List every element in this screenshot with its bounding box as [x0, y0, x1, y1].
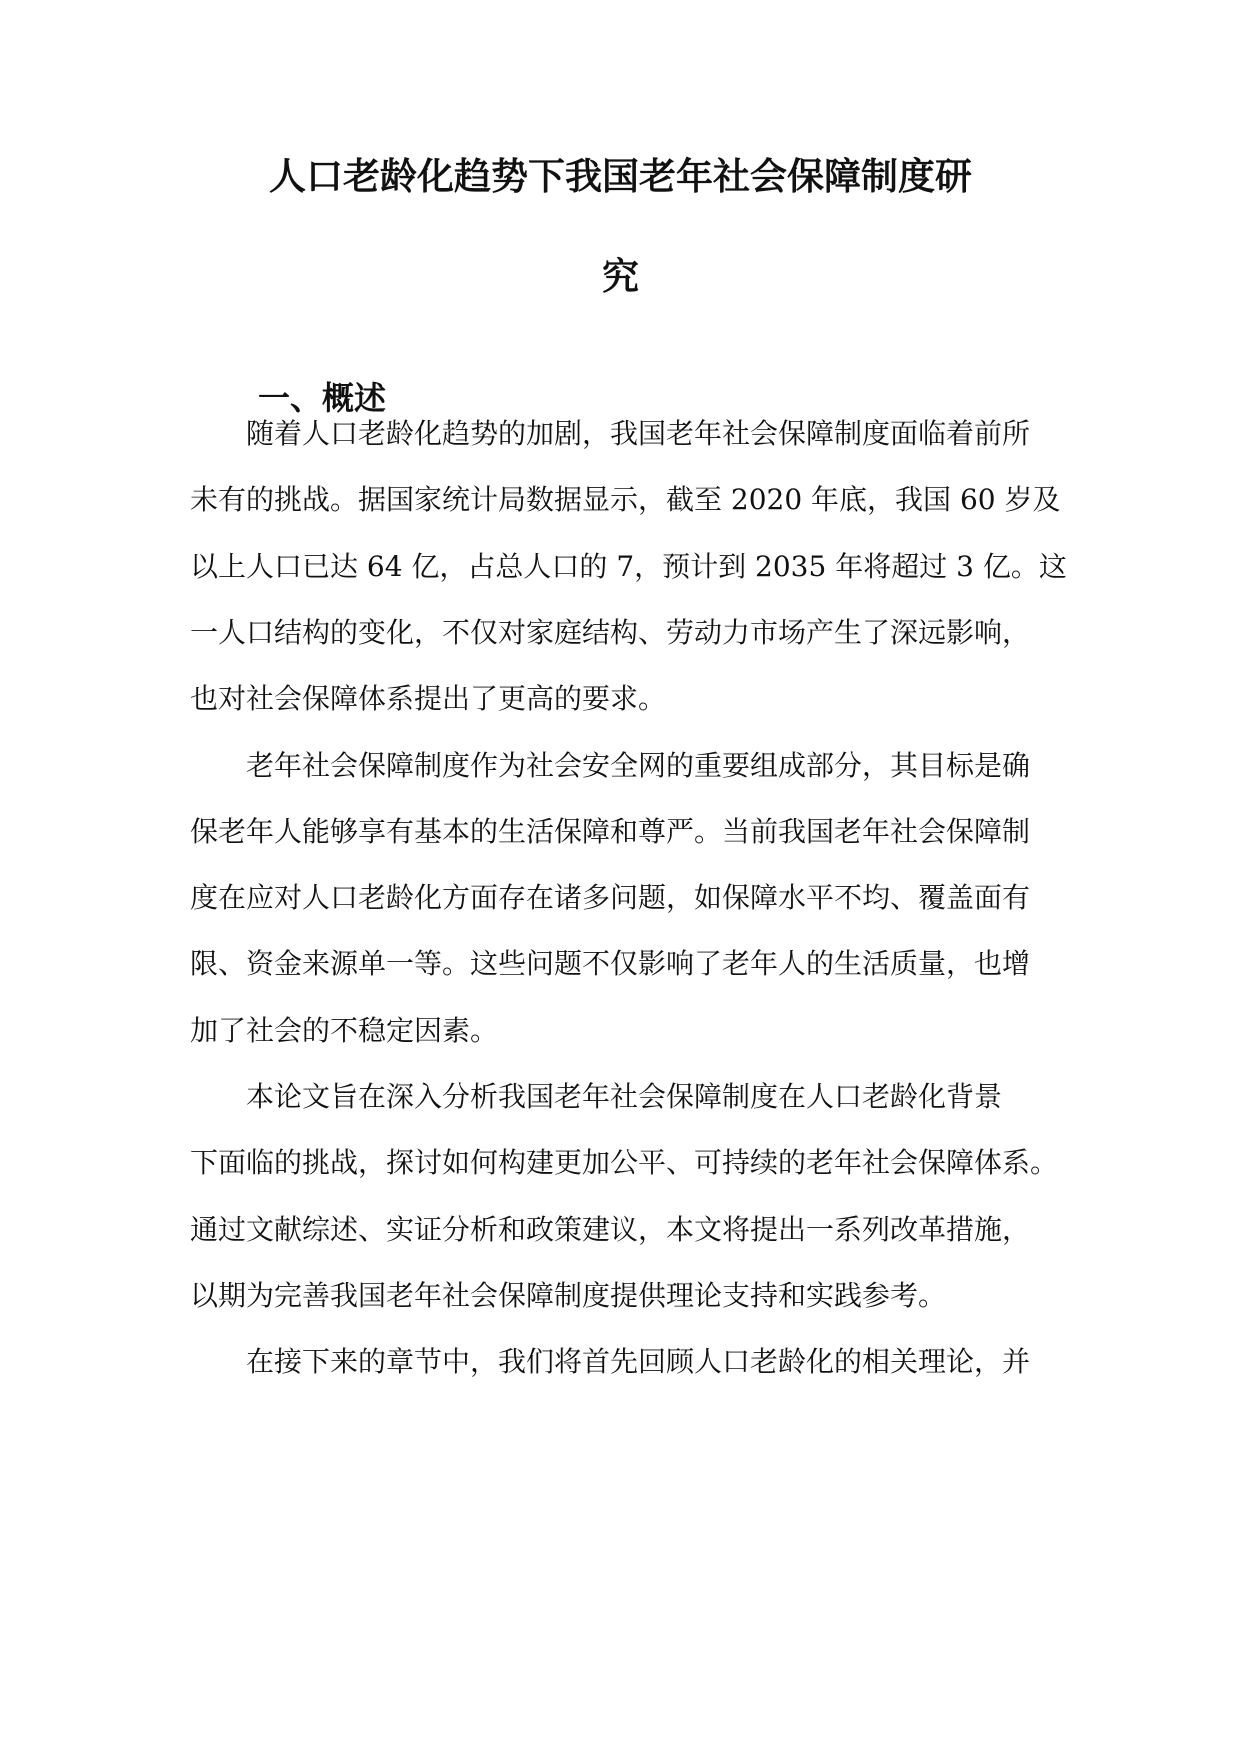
paragraph-line: 加了社会的不稳定因素。	[190, 1014, 499, 1047]
paragraph-line: 下面临的挑战，探讨如何构建更加公平、可持续的老年社会保障体系。	[190, 1146, 1059, 1179]
paragraph-line: 以上人口已达 64 亿，占总人口的 7，预计到 2035 年将超过 3 亿。这	[190, 550, 1067, 583]
paragraph-line: 以期为完善我国老年社会保障制度提供理论支持和实践参考。	[190, 1279, 947, 1312]
paragraph-line: 随着人口老龄化趋势的加剧，我国老年社会保障制度面临着前所	[246, 417, 1031, 450]
paragraph-line: 度在应对人口老龄化方面存在诸多问题，如保障水平不均、覆盖面有	[190, 881, 1031, 914]
document-title-line-2: 究	[602, 254, 639, 298]
paragraph-line: 未有的挑战。据国家统计局数据显示，截至 2020 年底，我国 60 岁及	[190, 483, 1061, 516]
paragraph-line: 也对社会保障体系提出了更高的要求。	[190, 682, 667, 715]
paragraph-line: 保老年人能够享有基本的生活保障和尊严。当前我国老年社会保障制	[190, 815, 1031, 848]
section-heading: 一、概述	[258, 379, 387, 417]
paragraph-line: 限、资金来源单一等。这些问题不仅影响了老年人的生活质量，也增	[190, 947, 1031, 980]
paragraph-line: 在接下来的章节中，我们将首先回顾人口老龄化的相关理论，并	[246, 1345, 1031, 1378]
document-title-line-1: 人口老龄化趋势下我国老年社会保障制度研	[269, 154, 972, 198]
paragraph-line: 本论文旨在深入分析我国老年社会保障制度在人口老龄化背景	[246, 1080, 1003, 1113]
paragraph-line: 通过文献综述、实证分析和政策建议，本文将提出一系列改革措施，	[190, 1213, 1031, 1246]
paragraph-line: 老年社会保障制度作为社会安全网的重要组成部分，其目标是确	[246, 749, 1031, 782]
paragraph-line: 一人口结构的变化，不仅对家庭结构、劳动力市场产生了深远影响，	[190, 616, 1031, 649]
